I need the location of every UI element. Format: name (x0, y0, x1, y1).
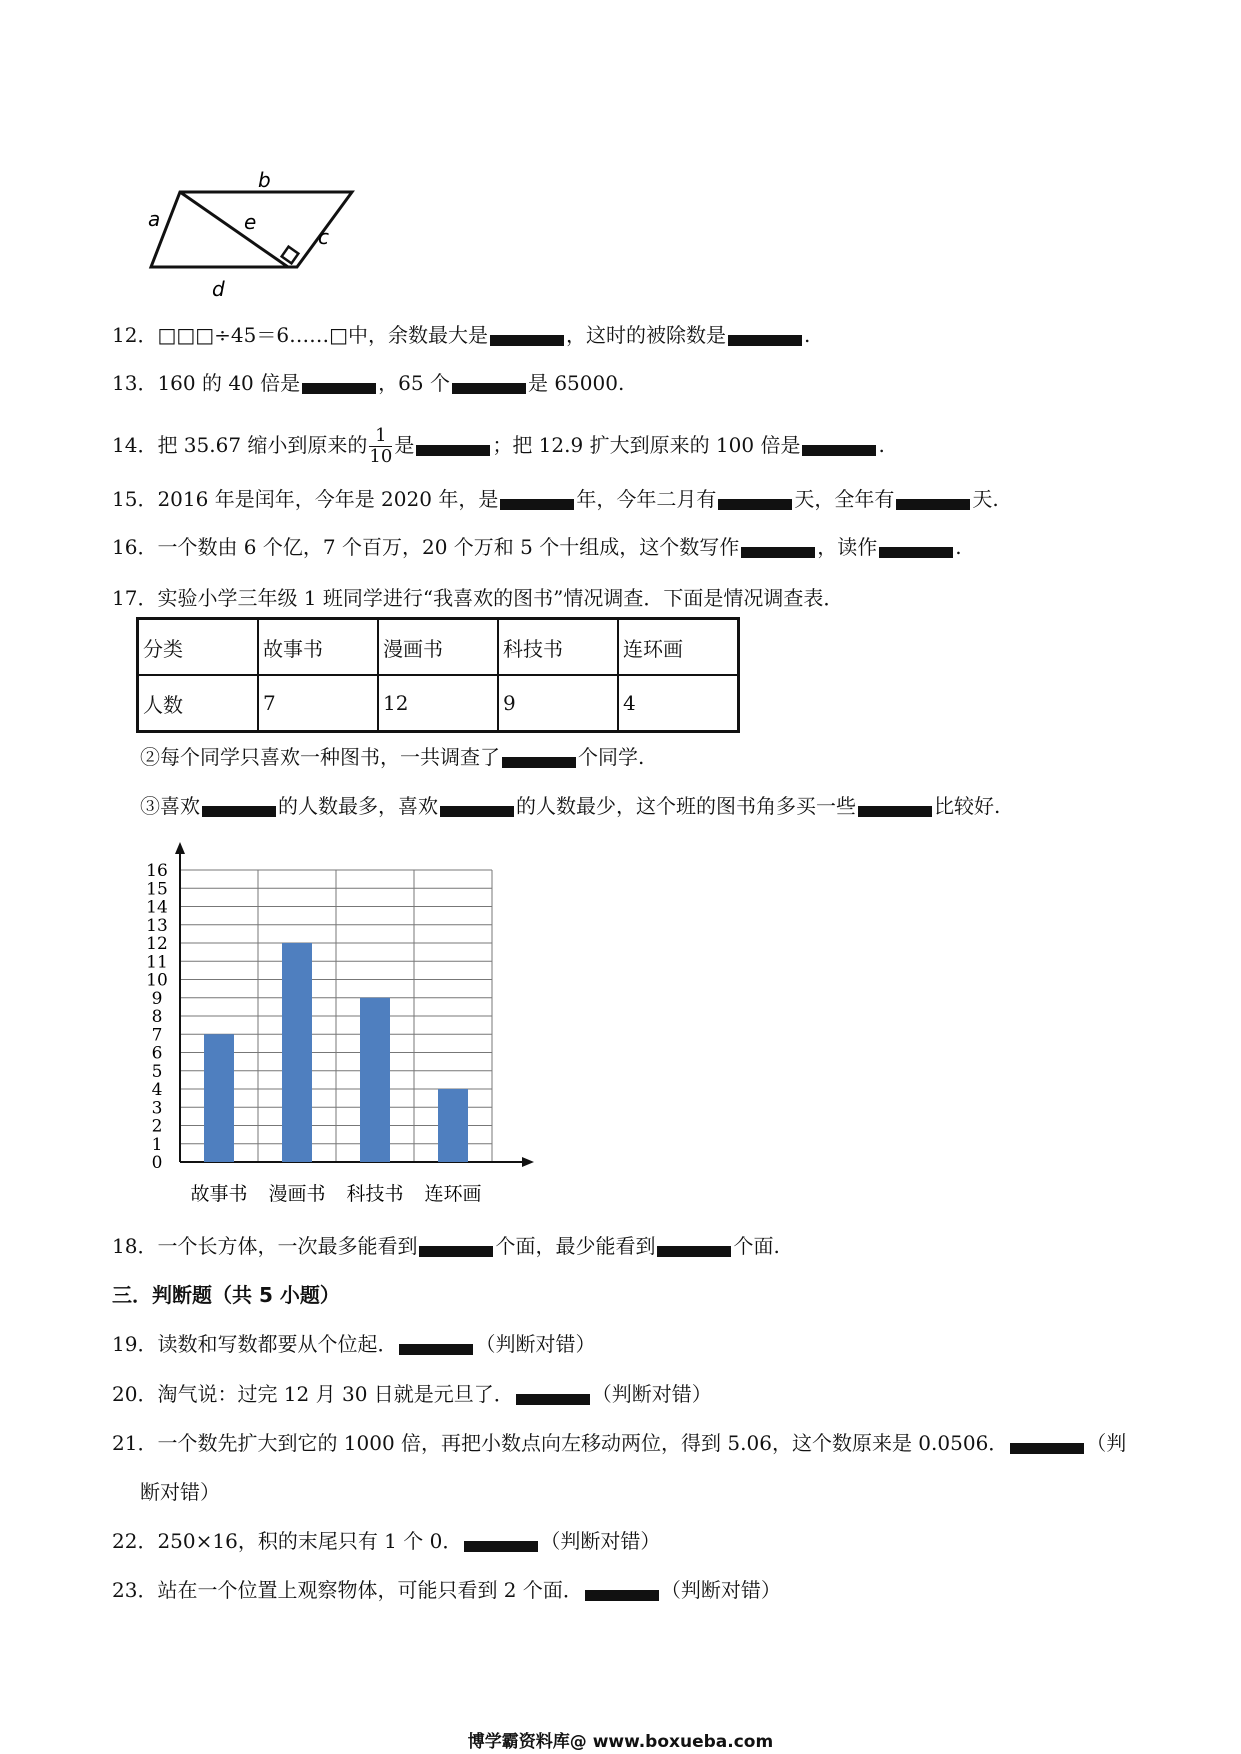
question-16: 16．一个数由 6 个亿，7 个百万，20 个万和 5 个十组成，这个数写作 ，读作 . (112, 535, 962, 559)
y-tick-label: 11 (146, 952, 168, 973)
answer-blank[interactable] (802, 445, 876, 456)
bar-chart (135, 840, 555, 1220)
section-heading: 三．判断题（共 5 小题） (112, 1283, 340, 1307)
bar (282, 943, 312, 1162)
answer-blank[interactable] (657, 1246, 731, 1257)
y-tick-label: 4 (151, 1080, 163, 1100)
question-18: 18．一个长方体，一次最多能看到 个面，最少能看到 个面. (112, 1234, 780, 1258)
y-tick-label: 7 (151, 1025, 163, 1046)
bar (204, 1034, 234, 1162)
table-cell: 人数 (138, 675, 259, 732)
answer-blank[interactable] (500, 499, 574, 510)
fraction-one-tenth: $\frac{1}{10}$ (369, 425, 393, 467)
question-12: 12．□□□÷45＝6……□中，余数最大是 ，这时的被除数是 . (112, 323, 811, 347)
question-21-continued: 断对错） (140, 1480, 220, 1504)
label-e: e (244, 210, 257, 234)
label-c: c (318, 225, 329, 249)
y-tick-label: 0 (151, 1153, 163, 1173)
table-row (138, 619, 739, 676)
y-tick-label: 9 (151, 988, 163, 1009)
y-tick-label: 1 (151, 1134, 163, 1155)
answer-blank[interactable] (202, 806, 276, 817)
question-13: 13．160 的 40 倍是 ，65 个 是 65000. (112, 371, 625, 395)
answer-blank[interactable] (490, 335, 564, 346)
answer-blank[interactable] (858, 806, 932, 817)
answer-blank[interactable] (516, 1394, 590, 1405)
label-d: d (212, 277, 225, 300)
table-header-cell: 连环画 (618, 619, 739, 676)
answer-blank[interactable] (728, 335, 802, 346)
y-tick-label: 2 (151, 1116, 163, 1137)
answer-blank[interactable] (718, 499, 792, 510)
answer-blank[interactable] (585, 1590, 659, 1601)
answer-blank[interactable] (419, 1246, 493, 1257)
question-19: 19．读数和写数都要从个位起． （判断对错） (112, 1332, 596, 1356)
footer-watermark: 博学霸资料库@ www.boxueba.com (467, 1732, 774, 1752)
y-tick-label: 5 (151, 1061, 163, 1082)
table-header-cell: 分类 (138, 619, 259, 676)
question-14: 14．把 35.67 缩小到原来的 $\frac{1}{10}$ 是 ；把 12.9 扩大到原来的 100 倍是 . (112, 425, 885, 467)
table-header-cell: 漫画书 (378, 619, 498, 676)
x-tick-label: 科技书 (346, 1183, 404, 1205)
answer-blank[interactable] (896, 499, 970, 510)
x-tick-label: 故事书 (190, 1183, 248, 1205)
question-17-part-2: ②每个同学只喜欢一种图书，一共调查了 个同学. (140, 745, 645, 769)
y-tick-label: 10 (146, 970, 168, 991)
question-15: 15．2016 年是闰年，今年是 2020 年，是 年，今年二月有 天，全年有 天. (112, 487, 999, 511)
y-tick-label: 12 (146, 934, 168, 954)
table-cell: 4 (618, 675, 739, 732)
question-22: 22．250×16，积的末尾只有 1 个 0． （判断对错） (112, 1529, 661, 1553)
table-cell: 12 (378, 675, 498, 732)
y-tick-label: 15 (146, 879, 168, 900)
y-tick-label: 6 (151, 1043, 163, 1064)
question-17-part-3: ③喜欢 的人数最多，喜欢 的人数最少，这个班的图书角多买一些 比较好. (140, 794, 1001, 818)
table-row (138, 675, 739, 732)
answer-blank[interactable] (464, 1541, 538, 1552)
question-17: 17．实验小学三年级 1 班同学进行“我喜欢的图书”情况调查．下面是情况调查表． (112, 586, 844, 610)
y-tick-label: 13 (146, 915, 168, 936)
table-cell: 9 (498, 675, 618, 732)
answer-blank[interactable] (399, 1344, 473, 1355)
table-cell: 7 (258, 675, 378, 732)
x-tick-label: 连环画 (424, 1183, 482, 1205)
y-tick-label: 8 (151, 1007, 163, 1027)
answer-blank[interactable] (879, 547, 953, 558)
answer-blank[interactable] (302, 383, 376, 394)
bar (438, 1089, 468, 1162)
answer-blank[interactable] (416, 445, 490, 456)
y-tick-label: 16 (146, 861, 168, 881)
y-axis-arrow (175, 842, 185, 854)
question-20: 20．淘气说：过完 12 月 30 日就是元旦了． （判断对错） (112, 1382, 712, 1406)
answer-blank[interactable] (440, 806, 514, 817)
question-21: 21．一个数先扩大到它的 1000 倍，再把小数点向左移动两位，得到 5.06，这个数原来是 0.0506． （判 (112, 1431, 1127, 1455)
label-a: a (148, 207, 161, 231)
table-header-cell: 故事书 (258, 619, 378, 676)
label-b: b (258, 168, 271, 192)
y-tick-label: 14 (146, 897, 168, 918)
parallelogram-figure (140, 165, 380, 300)
survey-table (136, 617, 740, 733)
x-tick-label: 漫画书 (268, 1183, 326, 1205)
answer-blank[interactable] (452, 383, 526, 394)
bar (360, 998, 390, 1162)
answer-blank[interactable] (1010, 1443, 1084, 1454)
answer-blank[interactable] (502, 757, 576, 768)
y-tick-label: 3 (151, 1098, 163, 1119)
x-axis-arrow (522, 1157, 534, 1167)
answer-blank[interactable] (741, 547, 815, 558)
question-23: 23．站在一个位置上观察物体，可能只看到 2 个面． （判断对错） (112, 1578, 781, 1602)
table-header-cell: 科技书 (498, 619, 618, 676)
